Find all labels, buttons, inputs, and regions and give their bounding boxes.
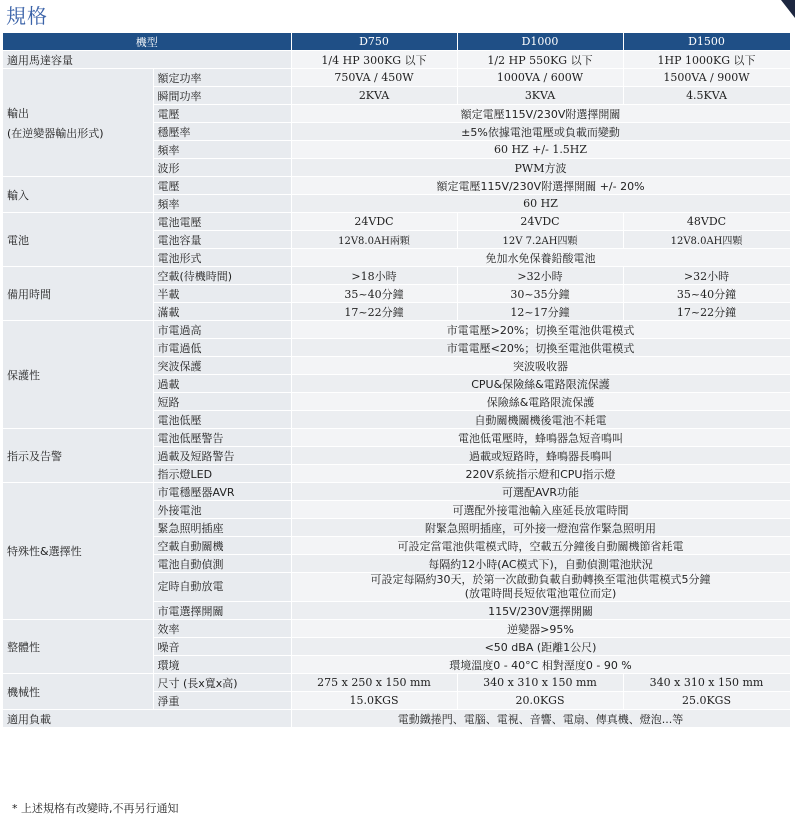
peak-power-label: 瞬間功率 xyxy=(153,87,291,105)
table-row xyxy=(3,69,790,87)
feature-item-value: 附緊急照明插座，可外接一燈泡當作緊急照明用 xyxy=(291,519,790,537)
motor-label: 適用馬達容量 xyxy=(3,51,291,69)
discharge-value xyxy=(291,573,790,602)
battery-capacity-d750: 12V8.0AH兩顆 xyxy=(291,231,457,249)
overall-item-label: 噪音 xyxy=(153,638,291,656)
backup-half-label: 半載 xyxy=(153,285,291,303)
size-d750: 275 x 250 x 150 mm xyxy=(291,674,457,692)
protection-item-label: 短路 xyxy=(153,393,291,411)
battery-voltage-d1500: 48VDC xyxy=(623,213,790,231)
output-frequency-value: 60 HZ +/- 1.5HZ xyxy=(291,141,790,159)
battery-capacity-label: 電池容量 xyxy=(153,231,291,249)
output-label: 輸出 xyxy=(7,106,29,120)
page-title: 規格 xyxy=(6,4,48,28)
feature-item-label: 電池自動偵測 xyxy=(153,555,291,573)
table-row xyxy=(3,429,790,447)
backup-idle-d750: >18小時 xyxy=(291,267,457,285)
backup-label: 備用時間 xyxy=(3,267,153,321)
size-d1500: 340 x 310 x 150 mm xyxy=(623,674,790,692)
output-frequency-label: 頻率 xyxy=(153,141,291,159)
switch-label: 市電選擇開關 xyxy=(153,602,291,620)
motor-d1000: 1/2 HP 550KG 以下 xyxy=(457,51,623,69)
alarm-item-label: 電池低壓警告 xyxy=(153,429,291,447)
footnote: * 上述規格有改變時,不再另行通知 xyxy=(12,802,179,815)
alarm-item-label: 指示燈LED xyxy=(153,465,291,483)
output-sublabel: (在逆變器輸出形式) xyxy=(7,126,104,140)
header-model-d1500: D1500 xyxy=(623,33,790,51)
alarm-item-value: 過載或短路時，蜂鳴器長鳴叫 xyxy=(291,447,790,465)
backup-full-d750: 17~22分鐘 xyxy=(291,303,457,321)
table-row xyxy=(3,321,790,339)
peak-power-d1500: 4.5KVA xyxy=(623,87,790,105)
weight-d750: 15.0KGS xyxy=(291,692,457,710)
backup-full-label: 滿載 xyxy=(153,303,291,321)
overall-label: 整體性 xyxy=(3,620,153,674)
table-row xyxy=(3,267,790,285)
feature-item-label: 緊急照明插座 xyxy=(153,519,291,537)
header-model-d1000: D1000 xyxy=(457,33,623,51)
battery-voltage-label: 電池電壓 xyxy=(153,213,291,231)
input-frequency-label: 頻率 xyxy=(153,195,291,213)
overall-item-value: <50 dBA (距離1公尺) xyxy=(291,638,790,656)
protection-item-value: 市電電壓>20%；切換至電池供電模式 xyxy=(291,321,790,339)
rated-power-label: 額定功率 xyxy=(153,69,291,87)
feature-item-label: 外接電池 xyxy=(153,501,291,519)
protection-item-label: 突波保護 xyxy=(153,357,291,375)
weight-d1000: 20.0KGS xyxy=(457,692,623,710)
protection-item-label: 電池低壓 xyxy=(153,411,291,429)
battery-capacity-d1000: 12V 7.2AH四顆 xyxy=(457,231,623,249)
regulation-label: 穩壓率 xyxy=(153,123,291,141)
table-header-row xyxy=(3,33,790,51)
table-row xyxy=(3,620,790,638)
backup-half-d1000: 30~35分鐘 xyxy=(457,285,623,303)
weight-label: 淨重 xyxy=(153,692,291,710)
motor-d750: 1/4 HP 300KG 以下 xyxy=(291,51,457,69)
battery-type-value: 免加水免保養鉛酸電池 xyxy=(291,249,790,267)
discharge-value-line-1: 可設定每隔約30天，於第一次啟動負載自動轉換至電池供電模式5分鐘 xyxy=(370,573,711,586)
weight-d1500: 25.0KGS xyxy=(623,692,790,710)
mechanical-label: 機械性 xyxy=(3,674,153,710)
table-row xyxy=(3,483,790,501)
features-label: 特殊性&選擇性 xyxy=(3,483,153,620)
output-voltage-value: 額定電壓115V/230V附選擇開關 xyxy=(291,105,790,123)
battery-voltage-d1000: 24VDC xyxy=(457,213,623,231)
protection-item-value: 市電電壓<20%；切換至電池供電模式 xyxy=(291,339,790,357)
protection-item-value: 突波吸收器 xyxy=(291,357,790,375)
backup-half-d750: 35~40分鐘 xyxy=(291,285,457,303)
waveform-label: 波形 xyxy=(153,159,291,177)
header-model-d750: D750 xyxy=(291,33,457,51)
overall-item-value: 環境溫度0 - 40°C 相對溼度0 - 90 % xyxy=(291,656,790,674)
battery-label: 電池 xyxy=(3,213,153,267)
protection-item-value: CPU&保險絲&電路限流保護 xyxy=(291,375,790,393)
protection-item-value: 保險絲&電路限流保護 xyxy=(291,393,790,411)
switch-value: 115V/230V選擇開關 xyxy=(291,602,790,620)
table-row xyxy=(3,674,790,692)
feature-item-value: 可設定當電池供電模式時，空載五分鐘後自動關機節省耗電 xyxy=(291,537,790,555)
table-row xyxy=(3,177,790,195)
table-row xyxy=(3,213,790,231)
header-model-label: 機型 xyxy=(3,33,291,51)
overall-item-label: 環境 xyxy=(153,656,291,674)
input-voltage-value: 額定電壓115V/230V附選擇開關 +/- 20% xyxy=(291,177,790,195)
alarm-item-label: 過載及短路警告 xyxy=(153,447,291,465)
backup-idle-label: 空載(待機時間) xyxy=(153,267,291,285)
table-row xyxy=(3,710,790,728)
feature-item-label: 空載自動關機 xyxy=(153,537,291,555)
rated-power-d750: 750VA / 450W xyxy=(291,69,457,87)
regulation-value: ±5%依據電池電壓或負載而變動 xyxy=(291,123,790,141)
feature-item-value: 可選配AVR功能 xyxy=(291,483,790,501)
input-voltage-label: 電壓 xyxy=(153,177,291,195)
feature-item-value: 可選配外接電池輸入座延長放電時間 xyxy=(291,501,790,519)
protection-item-label: 市電過低 xyxy=(153,339,291,357)
waveform-value: PWM方波 xyxy=(291,159,790,177)
table-row xyxy=(3,51,790,69)
size-d1000: 340 x 310 x 150 mm xyxy=(457,674,623,692)
alarm-label: 指示及告警 xyxy=(3,429,153,483)
corner-decoration xyxy=(781,0,795,18)
alarm-item-value: 220V系統指示燈和CPU指示燈 xyxy=(291,465,790,483)
output-group-label xyxy=(3,69,153,177)
protection-label: 保護性 xyxy=(3,321,153,429)
battery-type-label: 電池形式 xyxy=(153,249,291,267)
backup-idle-d1000: >32小時 xyxy=(457,267,623,285)
discharge-value-line-2: (放電時間長短依電池電位而定) xyxy=(464,587,617,600)
spec-table xyxy=(3,33,791,728)
overall-item-label: 效率 xyxy=(153,620,291,638)
overall-item-value: 逆變器>95% xyxy=(291,620,790,638)
backup-idle-d1500: >32小時 xyxy=(623,267,790,285)
rated-power-d1000: 1000VA / 600W xyxy=(457,69,623,87)
protection-item-label: 市電過高 xyxy=(153,321,291,339)
backup-half-d1500: 35~40分鐘 xyxy=(623,285,790,303)
size-label: 尺寸 (長x寬x高) xyxy=(153,674,291,692)
output-voltage-label: 電壓 xyxy=(153,105,291,123)
protection-item-value: 自動關機關機後電池不耗電 xyxy=(291,411,790,429)
load-label: 適用負載 xyxy=(3,710,291,728)
battery-capacity-d1500: 12V8.0AH四顆 xyxy=(623,231,790,249)
battery-voltage-d750: 24VDC xyxy=(291,213,457,231)
protection-item-label: 過載 xyxy=(153,375,291,393)
feature-item-value: 每隔約12小時(AC模式下)，自動偵測電池狀況 xyxy=(291,555,790,573)
discharge-label: 定時自動放電 xyxy=(153,573,291,602)
input-label: 輸入 xyxy=(3,177,153,213)
backup-full-d1000: 12~17分鐘 xyxy=(457,303,623,321)
rated-power-d1500: 1500VA / 900W xyxy=(623,69,790,87)
motor-d1500: 1HP 1000KG 以下 xyxy=(623,51,790,69)
peak-power-d750: 2KVA xyxy=(291,87,457,105)
feature-item-label: 市電穩壓器AVR xyxy=(153,483,291,501)
backup-full-d1500: 17~22分鐘 xyxy=(623,303,790,321)
alarm-item-value: 電池低電壓時，蜂鳴器急短音鳴叫 xyxy=(291,429,790,447)
load-value: 電動鐵捲門、電腦、電視、音響、電扇、傳真機、燈泡...等 xyxy=(291,710,790,728)
peak-power-d1000: 3KVA xyxy=(457,87,623,105)
input-frequency-value: 60 HZ xyxy=(291,195,790,213)
